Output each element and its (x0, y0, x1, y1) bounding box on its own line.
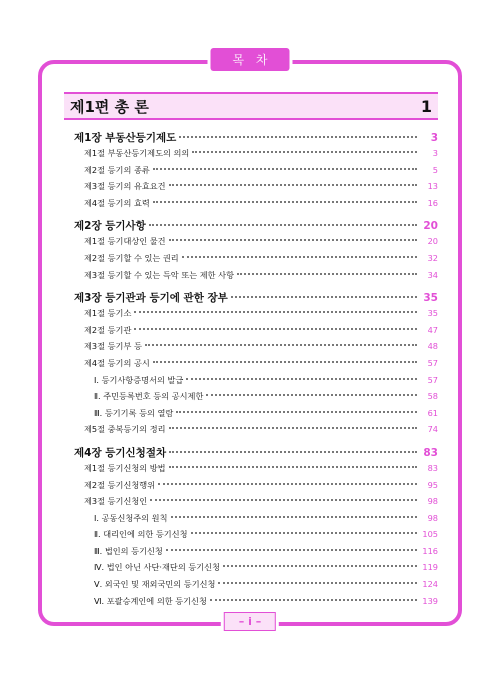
dot-leader (218, 582, 417, 584)
toc-entry-label: Ⅵ. 포괄승계인에 의한 등기신청 (94, 595, 207, 606)
toc-entry-label: 제4장 등기신청절차 (74, 446, 167, 459)
toc-entry-page: 3 (432, 148, 438, 158)
toc-entry-page: 32 (427, 252, 438, 263)
toc-entry-chapter (64, 214, 438, 236)
part-header (64, 92, 438, 120)
toc-entry-label: 제2절 등기신청행위 (84, 479, 156, 490)
toc-entry-sub (64, 391, 438, 408)
toc-entry-sub (64, 529, 438, 546)
toc-entry-label: 제3절 등기부 등 (84, 341, 142, 352)
toc-entry-label: 제2절 등기관 (84, 324, 132, 335)
dot-leader (237, 273, 417, 275)
dot-leader (153, 168, 417, 170)
toc-entry-label: 제1절 등기대상인 물건 (84, 236, 166, 247)
toc-entry-page: 34 (427, 269, 438, 280)
dot-leader (191, 532, 417, 534)
toc-entry-label: 제3장 등기관과 등기에 관한 장부 (74, 292, 228, 305)
toc-entry-page: 139 (422, 595, 438, 606)
toc-entry-label: 제2장 등기사항 (74, 220, 146, 233)
part-page-number: 1 (420, 96, 432, 116)
toc-entry-page: 58 (427, 391, 438, 402)
toc-entry-page: 116 (422, 545, 438, 556)
toc-entry-page: 47 (427, 324, 438, 335)
dot-leader (134, 328, 417, 330)
toc-entry-section (64, 270, 438, 287)
toc-entry-sub (64, 513, 438, 530)
toc-entry-page: 13 (427, 181, 438, 192)
toc-entry-page: 105 (422, 529, 438, 540)
toc-entry-page: 61 (427, 407, 438, 418)
toc-entry-label: 제1장 부동산등기제도 (74, 132, 177, 144)
toc-entry-label: Ⅲ. 법인의 등기신청 (94, 545, 163, 556)
toc-entry-page: 124 (422, 579, 438, 590)
toc-entry-page: 3 (430, 132, 438, 144)
toc-entry-page: 48 (427, 341, 438, 352)
toc-entry-page: 20 (427, 236, 438, 247)
toc-entry-page: 5 (432, 164, 438, 175)
dot-leader (231, 296, 417, 298)
dot-leader (158, 483, 417, 485)
toc-entry-label: Ⅴ. 외국인 및 재외국민의 등기신청 (94, 579, 216, 590)
toc-entry-page: 16 (427, 197, 438, 208)
toc-entry-section (64, 165, 438, 182)
page-number-footer: – i – (224, 612, 276, 631)
toc-title-tab: 목 차 (211, 48, 290, 71)
toc-entry-chapter (64, 126, 438, 148)
toc-entry-label: 제1절 부동산등기제도의 의의 (84, 148, 190, 158)
dot-leader (223, 565, 417, 567)
toc-entry-section (64, 181, 438, 198)
toc-entry-section (64, 424, 438, 441)
toc-entry-label: 제1절 등기신청의 방법 (84, 462, 166, 473)
dot-leader (149, 224, 417, 226)
toc-entry-sub (64, 579, 438, 596)
toc-entry-page: 57 (427, 374, 438, 385)
dot-leader (182, 256, 417, 258)
toc-entry-label: 제2절 등기의 종류 (84, 164, 150, 175)
dot-leader (169, 239, 417, 241)
dot-leader (166, 549, 417, 551)
dot-leader (169, 466, 417, 468)
toc-entry-page: 119 (422, 562, 438, 573)
toc-entry-label: 제2절 등기할 수 있는 권리 (84, 252, 179, 263)
toc-entry-section (64, 496, 438, 513)
dot-leader (192, 151, 417, 153)
toc-entry-page: 74 (427, 424, 438, 435)
toc-entry-section (64, 341, 438, 358)
toc-entry-section (64, 358, 438, 375)
toc-entry-sub (64, 562, 438, 579)
toc-entry-label: 제1절 등기소 (84, 308, 132, 319)
toc-entry-page: 83 (423, 446, 438, 459)
toc-entry-page: 83 (427, 462, 438, 473)
toc-entry-page: 57 (427, 357, 438, 368)
dot-leader (169, 451, 417, 453)
dot-leader (153, 361, 417, 363)
dot-leader (153, 201, 417, 203)
dot-leader (145, 344, 417, 346)
toc-entry-sub (64, 408, 438, 425)
toc-entry-page: 35 (427, 308, 438, 319)
toc-entry-page: 20 (423, 220, 438, 233)
toc-entry-label: 제3절 등기신청인 (84, 496, 148, 507)
toc-entry-label: 제3절 등기의 유효요건 (84, 181, 166, 192)
dot-leader (169, 427, 417, 429)
toc-entry-section (64, 480, 438, 497)
dot-leader (176, 411, 417, 413)
dot-leader (134, 311, 417, 313)
dot-leader (150, 499, 417, 501)
toc-entry-page: 98 (427, 512, 438, 523)
toc-entry-label: Ⅲ. 등기기록 등의 열람 (94, 407, 174, 418)
toc-entry-section (64, 236, 438, 253)
toc-entry-page: 95 (427, 479, 438, 490)
dot-leader (186, 378, 417, 380)
toc-entry-section (64, 198, 438, 215)
part-title: 제1편 총 론 (70, 97, 149, 116)
toc-entry-page: 98 (427, 496, 438, 507)
toc-entry-label: Ⅱ. 주민등록번호 등의 공시제한 (94, 391, 204, 402)
toc-entry-section (64, 148, 438, 165)
dot-leader (169, 184, 417, 186)
toc-entry-chapter (64, 441, 438, 463)
toc-entry-sub (64, 546, 438, 563)
toc-entry-label: Ⅳ. 법인 아닌 사단·재단의 등기신청 (94, 562, 220, 573)
toc-list (64, 126, 438, 612)
dot-leader (206, 394, 417, 396)
toc-entry-sub (64, 596, 438, 613)
toc-entry-section (64, 325, 438, 342)
toc-entry-label: Ⅰ. 등기사항증명서의 발급 (94, 374, 184, 385)
toc-entry-label: 제4절 등기의 효력 (84, 197, 150, 208)
toc-entry-section (64, 463, 438, 480)
dot-leader (210, 599, 417, 601)
toc-entry-label: Ⅰ. 공동신청주의 원칙 (94, 512, 168, 523)
toc-entry-chapter (64, 286, 438, 308)
toc-entry-section (64, 308, 438, 325)
toc-entry-section (64, 253, 438, 270)
toc-entry-label: 제4절 등기의 공시 (84, 357, 150, 368)
toc-entry-sub (64, 375, 438, 392)
toc-entry-label: 제5절 중복등기의 정리 (84, 424, 166, 435)
dot-leader (171, 516, 418, 518)
toc-entry-label: 제3절 등기할 수 있는 득악 또는 제한 사항 (84, 269, 234, 280)
toc-entry-page: 35 (423, 292, 438, 305)
toc-entry-label: Ⅱ. 대리인에 의한 등기신청 (94, 529, 188, 540)
dot-leader (179, 136, 417, 138)
